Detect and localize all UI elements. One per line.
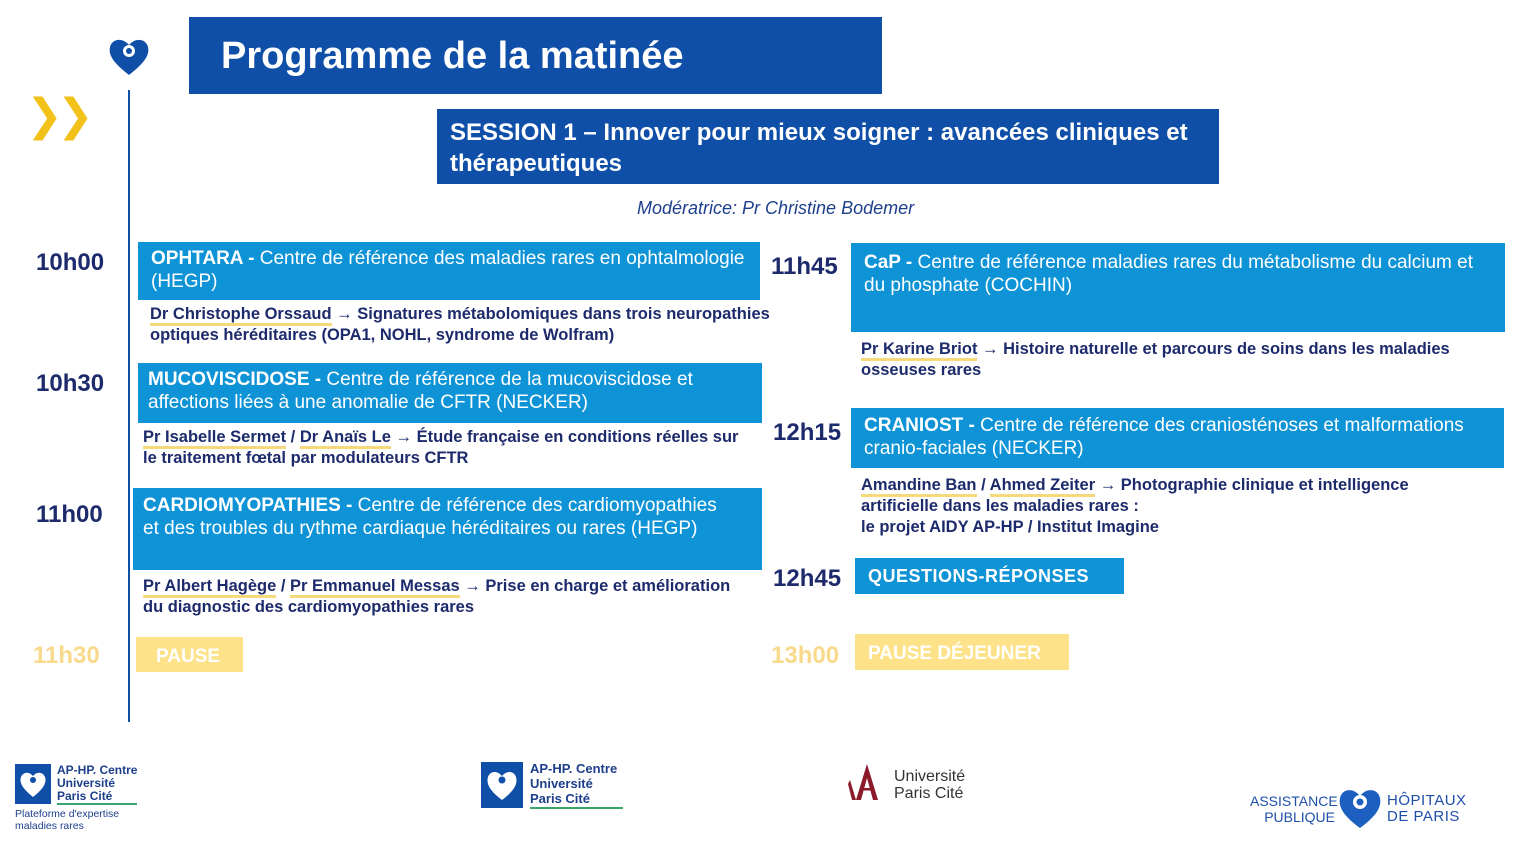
logo-divider	[57, 803, 137, 805]
speaker-name: Pr Emmanuel Messas	[290, 577, 460, 598]
time-label: 12h15	[773, 419, 842, 446]
chevrons-icon: ❯❯	[26, 91, 88, 140]
center-name: Centre de référence des cardiomyopathies et des troubles du rythme cardiaque héréditaires ou rares (HEGP)	[143, 495, 717, 539]
center-name: Centre de référence maladies rares du métabolisme du calcium et du phosphate (COCHIN)	[864, 252, 1474, 296]
logo-line: Paris Cité	[57, 789, 113, 803]
speaker-separator: /	[976, 476, 990, 494]
pause-box	[855, 634, 1069, 670]
logo-line: PUBLIQUE	[1264, 809, 1335, 825]
aphp-right-text	[1387, 793, 1467, 825]
talk-title: Prise en charge et amélioration du diagnostic des cardiomyopathies rares	[143, 577, 731, 616]
logo-line: HÔPITAUX	[1387, 792, 1467, 809]
arrow-icon: →	[1099, 476, 1117, 494]
pause-label: PAUSE	[156, 646, 221, 667]
qa-label: QUESTIONS-RÉPONSES	[868, 566, 1090, 586]
time-label: 12h45	[773, 565, 842, 592]
time-label: 11h00	[36, 501, 103, 528]
talk-title: Signatures métabolomiques dans trois neuropathies optiques héréditaires (OPA1, NOHL, syndrome de Wolfram)	[150, 305, 770, 344]
pause-box	[136, 637, 243, 672]
speaker-name: Pr Karine Briot	[861, 340, 977, 361]
talk-title-line2: le projet AIDY AP-HP / Institut Imagine	[861, 518, 1159, 536]
arrow-icon: →	[395, 428, 413, 446]
aphp-logo-text	[57, 764, 137, 803]
logo-line: AP-HP. Centre	[57, 763, 138, 777]
logo-line: Université	[894, 768, 966, 785]
time-label: 10h00	[36, 249, 105, 276]
page-title: Programme de la matinée	[221, 35, 684, 77]
speaker-separator: /	[286, 428, 300, 446]
speaker-name: Dr Anaïs Le	[300, 428, 391, 449]
heart-logo-icon	[107, 34, 151, 78]
talk-line	[143, 576, 733, 618]
time-label: 11h45	[771, 253, 838, 280]
logo-line: ASSISTANCE	[1250, 793, 1338, 809]
speaker-separator: /	[276, 577, 291, 595]
talk-title: Photographie clinique et intelligence artificielle dans les maladies rares :	[861, 476, 1409, 515]
aphp-left-text	[1250, 793, 1338, 825]
center-acronym: CRANIOST -	[864, 415, 975, 436]
talk-title: Étude française en conditions réelles sur le traitement fœtal par modulateurs CFTR	[143, 428, 739, 467]
talk-line	[861, 475, 1421, 517]
time-label: 11h30	[33, 642, 100, 669]
moderator: Modératrice: Pr Christine Bodemer	[637, 198, 915, 218]
logo-line: DE PARIS	[1387, 808, 1460, 825]
center-name: Centre de référence des maladies rares en ophtalmologie (HEGP)	[151, 248, 745, 292]
center-name: Centre de référence de la mucoviscidose et affections liées à une anomalie de CFTR (NECKER)	[148, 369, 693, 413]
heart-icon	[15, 764, 51, 804]
aphp-logo-square	[15, 764, 51, 804]
speaker-name: Pr Albert Hagège	[143, 577, 276, 598]
timeline-line	[128, 90, 130, 722]
time-label: 10h30	[36, 370, 105, 397]
aphp-logo-text-2	[530, 761, 617, 806]
qa-box	[855, 558, 1124, 594]
center-acronym: MUCOVISCIDOSE -	[148, 369, 322, 390]
heart-icon	[481, 762, 523, 808]
talk-line	[150, 304, 820, 346]
speaker-name: Pr Isabelle Sermet	[143, 428, 286, 449]
logo-subline: maladies rares	[15, 820, 84, 832]
speaker-name: Amandine Ban	[861, 476, 977, 497]
center-acronym: OPHTARA -	[151, 248, 255, 269]
session-title: SESSION 1 – Innover pour mieux soigner : avancées cliniques et thérapeutiques	[450, 119, 1188, 177]
logo-line: Paris Cité	[894, 785, 964, 802]
arrow-icon: →	[464, 577, 481, 595]
aphp-heart-icon	[1337, 784, 1383, 830]
session-banner	[437, 109, 1219, 184]
aphp-logo-square-2	[481, 762, 523, 808]
title-bar	[189, 17, 882, 94]
logo-divider	[530, 807, 623, 809]
center-box-cardiomyopathies	[133, 488, 762, 570]
logo-line: Université	[57, 776, 116, 790]
logo-subline: Plateforme d'expertise	[15, 808, 120, 820]
logo-line: AP-HP. Centre	[530, 761, 618, 776]
logo-line: Paris Cité	[530, 791, 590, 806]
upc-logo-text	[894, 768, 965, 802]
center-box-mucoviscidose	[138, 363, 762, 423]
center-name: Centre de référence des craniosténoses et malformations cranio-faciales (NECKER)	[864, 415, 1464, 459]
upc-tower-icon	[847, 762, 887, 802]
center-acronym: CARDIOMYOPATHIES -	[143, 495, 353, 516]
arrow-icon: →	[336, 305, 353, 323]
center-acronym: CaP -	[864, 252, 913, 273]
speaker-name: Dr Christophe Orssaud	[150, 305, 332, 326]
center-box-ophtara	[138, 242, 760, 300]
pause-label: PAUSE DÉJEUNER	[868, 643, 1041, 664]
center-box-craniost	[851, 408, 1504, 468]
center-box-cap	[851, 243, 1505, 332]
talk-line	[143, 427, 743, 469]
aphp-logo-subtitle	[15, 808, 119, 832]
talk-title: Histoire naturelle et parcours de soins dans les maladies osseuses rares	[861, 340, 1450, 379]
arrow-icon: →	[982, 340, 999, 358]
talk-line	[861, 339, 1481, 381]
speaker-name: Ahmed Zeiter	[990, 476, 1095, 497]
logo-line: Université	[530, 776, 593, 791]
time-label: 13h00	[771, 642, 840, 669]
